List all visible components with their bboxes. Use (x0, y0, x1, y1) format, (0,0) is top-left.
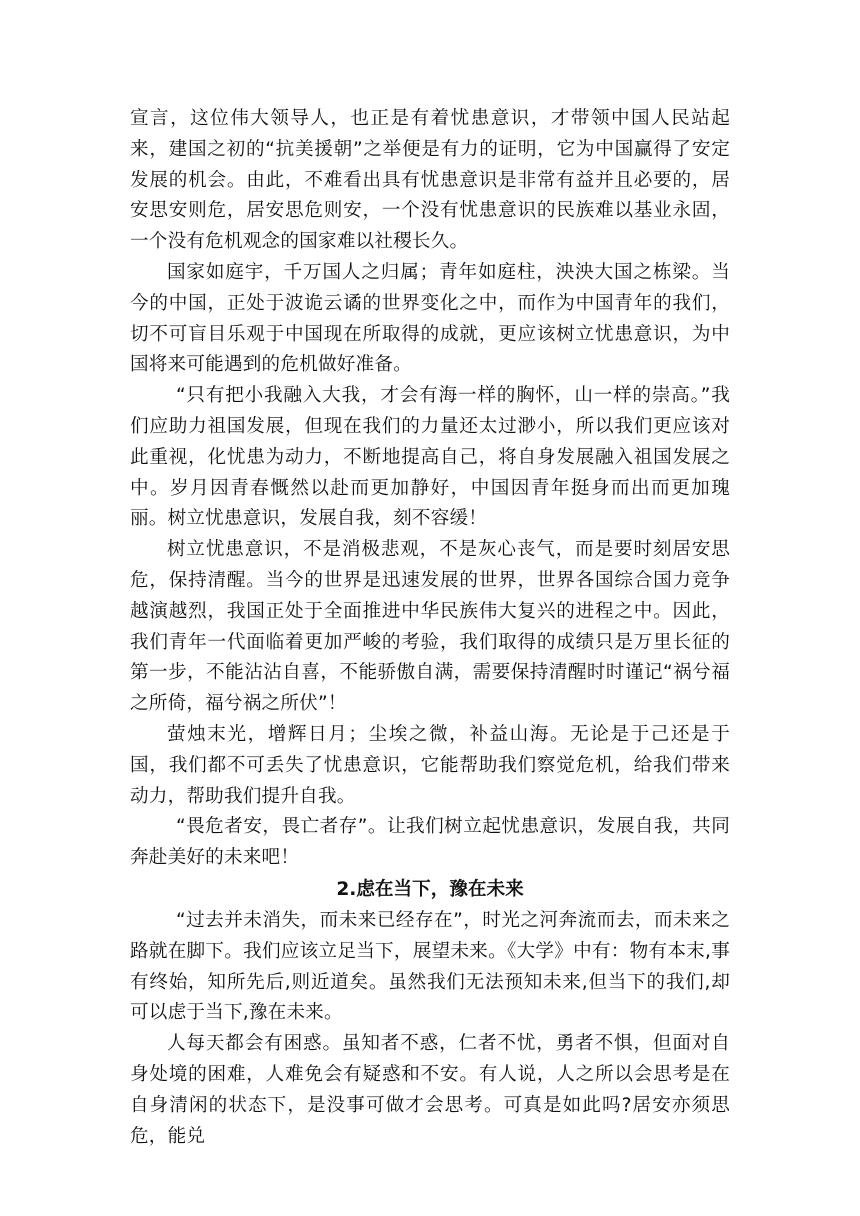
paragraph-nation-youth: 国家如庭宇，千万国人之归属；青年如庭柱，泱泱大国之栋梁。当今的中国，正处于波诡云谲的世界变化之中，而作为中国青年的我们，切不可盲目乐观于中国现在所取得的成就，更应该树立忧患意识，为中国将来可能遇到的危机做好准备。 (130, 261, 730, 376)
paragraph-vigilance: 树立忧患意识，不是消极悲观，不是灰心丧气，而是要时刻居安思危，保持清醒。当今的世界是迅速发展的世界，世界各国综合国力竞争越演越烈，我国正处于全面推进中华民族伟大复兴的进程之中。因此，我们青年一代面临着更加严峻的考验，我们取得的成绩只是万里长征的第一步，不能沾沾自喜，不能骄傲自满，需要保持清醒时时谨记“祸兮福之所倚，福兮祸之所伏”！ (130, 539, 730, 715)
section-heading-2: 2.虑在当下，豫在未来 (336, 878, 524, 900)
paragraph-small-self: “只有把小我融入大我，才会有海一样的胸怀，山一样的崇高。”我们应助力祖国发展，但现在我们的力量还太过渺小，所以我们更应该对此重视，化忧患为动力，不断地提高自己，将自身发展融入祖国发展之中。岁月因青春慨然以赴而更加静好，中国因青年挺身而出而更加瑰丽。树立忧患意识，发展自我，刻不容缓！ (130, 385, 730, 530)
document-body (130, 104, 730, 1152)
paragraph-conclusion: “畏危者安，畏亡者存”。让我们树立起忧患意识，发展自我，共同奔赴美好的未来吧！ (130, 816, 730, 869)
paragraph-continuation: 宣言，这位伟大领导人，也正是有着忧患意识，才带领中国人民站起来，建国之初的“抗美援朝”之举便是有力的证明，它为中国赢得了安定发展的机会。由此，不难看出具有忧患意识是非常有益并且必要的，居安思安则危，居安思危则安，一个没有忧患意识的民族难以基业永固，一个没有危机观念的国家难以社稷长久。 (130, 108, 730, 253)
paragraph-confusion: 人每天都会有困惑。虽知者不惑，仁者不忧，勇者不惧，但面对自身处境的困难，人难免会有疑惑和不安。有人说，人之所以会思考是在自身清闲的状态下，是没事可做才会思考。可真是如此吗?居安亦须思危，能兑 (130, 1033, 730, 1147)
paragraph-past-future: “过去并未消失，而未来已经存在”，时光之河奔流而去，而未来之路就在脚下。我们应该立足当下，展望未来。《大学》中有：物有本末,事有终始，知所先后,则近道矣。虽然我们无法预知未来,但当下的我们,却可以虑于当下,豫在未来。 (130, 909, 730, 1024)
paragraph-firefly: 萤烛末光，增辉日月；尘埃之微，补益山海。无论是于己还是于国，我们都不可丢失了忧患意识，它能帮助我们察觉危机，给我们带来动力，帮助我们提升自我。 (130, 723, 730, 807)
